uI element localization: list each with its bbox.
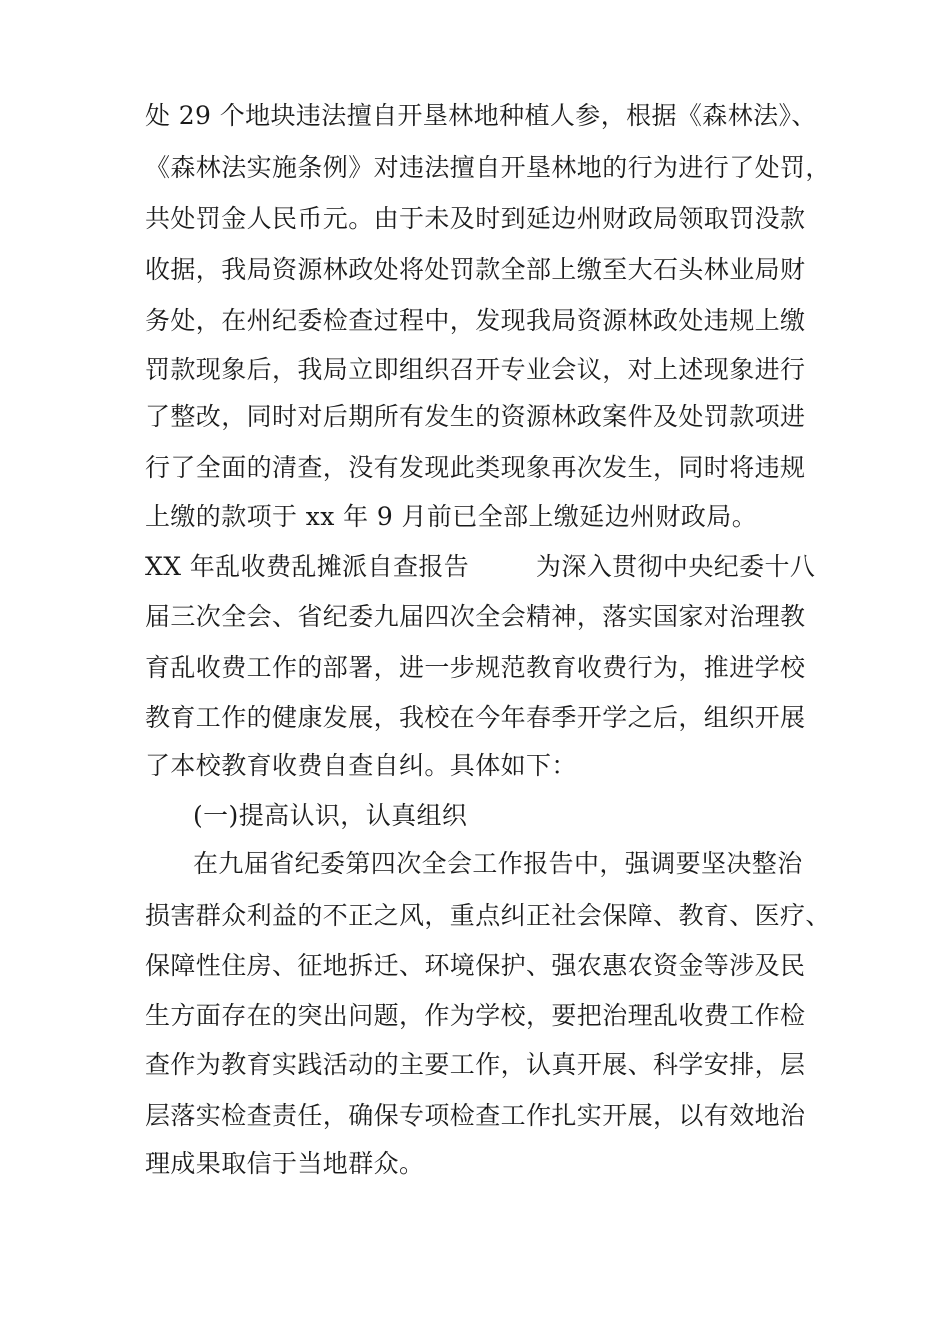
text-line: 上缴的款项于 xx 年 9 月前已全部上缴延边州财政局。 — [145, 502, 758, 531]
text-line: 行了全面的清查，没有发现此类现象再次发生，同时将违规 — [145, 453, 806, 482]
report-title-line: XX 年乱收费乱摊派自查报告 为深入贯彻中央纪委十八 — [145, 552, 816, 581]
text-line: 保障性住房、征地拆迁、环境保护、强农惠农资金等涉及民 — [145, 951, 806, 980]
text-line: 育乱收费工作的部署，进一步规范教育收费行为，推进学校 — [145, 653, 806, 682]
text-line: 收据，我局资源林政处将处罚款全部上缴至大石头林业局财 — [145, 255, 806, 284]
text-line: 共处罚金人民币元。由于未及时到延边州财政局领取罚没款 — [145, 204, 806, 233]
text-line: 罚款现象后，我局立即组织召开专业会议，对上述现象进行 — [145, 355, 806, 384]
text-line: 理成果取信于当地群众。 — [145, 1149, 425, 1178]
text-line: 在九届省纪委第四次全会工作报告中，强调要坚决整治 — [193, 849, 803, 878]
text-line: 查作为教育实践活动的主要工作，认真开展、科学安排，层 — [145, 1050, 806, 1079]
text-line: 损害群众利益的不正之风，重点纠正社会保障、教育、医疗、 — [145, 901, 831, 930]
text-line: 层落实检查责任，确保专项检查工作扎实开展，以有效地治 — [145, 1101, 806, 1130]
text-line: 了本校教育收费自查自纠。具体如下： — [145, 751, 577, 780]
section-heading: (一)提高认识，认真组织 — [193, 801, 468, 830]
text-line: 教育工作的健康发展，我校在今年春季开学之后，组织开展 — [145, 703, 806, 732]
text-line: 务处，在州纪委检查过程中，发现我局资源林政处违规上缴 — [145, 306, 806, 335]
text-line: 届三次全会、省纪委九届四次全会精神，落实国家对治理教 — [145, 602, 806, 631]
text-line: 处 29 个地块违法擅自开垦林地种植人参，根据《森林法》、 — [145, 101, 817, 130]
text-line: 了整改，同时对后期所有发生的资源林政案件及处罚款项进 — [145, 402, 806, 431]
text-line: 《森林法实施条例》对违法擅自开垦林地的行为进行了处罚， — [145, 153, 831, 182]
text-line: 生方面存在的突出问题，作为学校，要把治理乱收费工作检 — [145, 1001, 806, 1030]
